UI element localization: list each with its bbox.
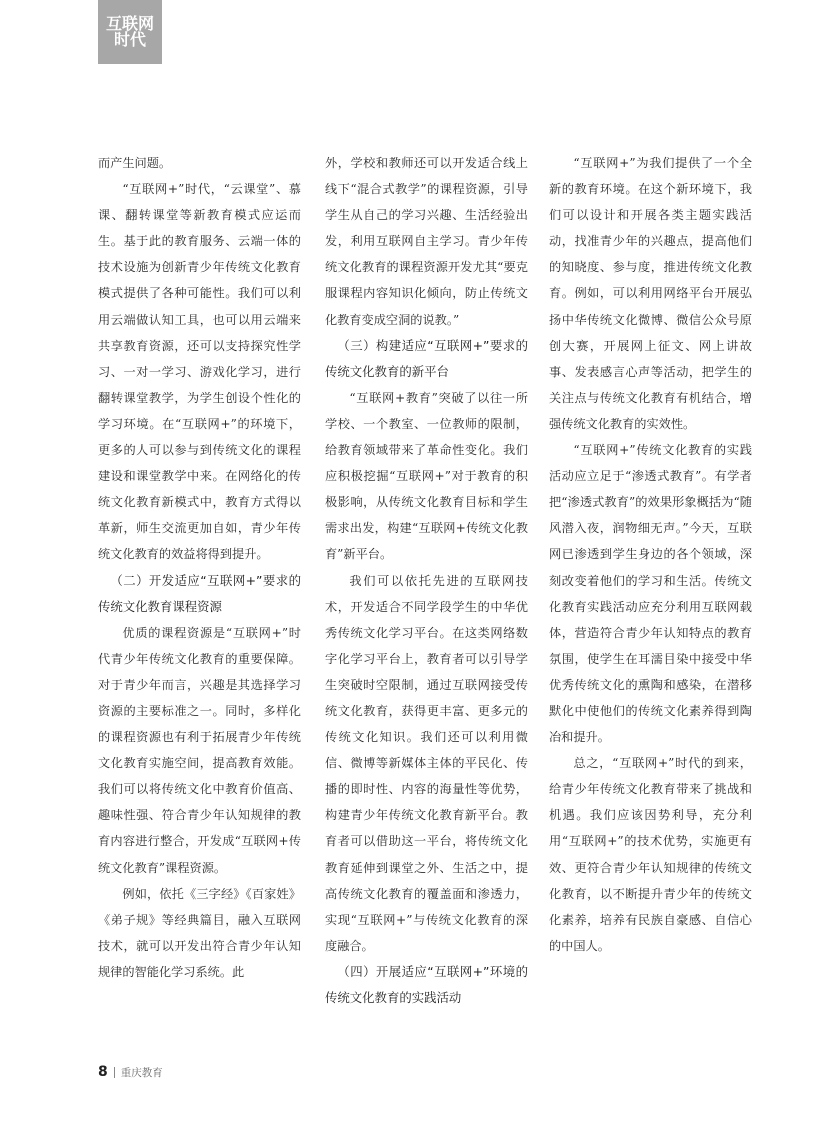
section-tag <box>98 0 162 64</box>
section-tag-line2: 时代 <box>113 30 146 49</box>
body-paragraph: 而产生问题。 <box>98 156 172 170</box>
journal-name: 重庆教育 <box>120 1066 163 1079</box>
body-paragraph: “互联网+”时代，“云课堂”、慕课、翻转课堂等新教育模式应运而生。基于此的教育服务、云端一体的技术设施为创新青少年传统文化教育模式提供了各种可能性。我们可以利用云端做认知工具，也可以用云端来共享教育资源，还可以支持探究性学习、一对一学习、游戏化学习，进行翻转课堂教学，为学生创设个性化的学习环境。在“互联网+”的环境下，更多的人可以参与到传统文化的课程建设和课堂教学中来。在网络化的传统文化教育新模式中，教育方式得以革新，师生交流更加自如，青少年传统文化教育的效益将得到提升。 <box>98 182 301 562</box>
section-heading: （二）开发适应“互联网+”要求的传统文化教育课程资源 <box>98 572 301 614</box>
text-column-3 <box>549 150 752 959</box>
body-paragraph: 优质的课程资源是“互联网+”时代青少年传统文化教育的重要保障。对于青少年而言，兴趣是其选择学习资源的主要标准之一。同时，多样化的课程资源也有利于拓展青少年传统文化教育实施空间，提高教育效能。我们可以将传统文化中教育价值高、趣味性强、符合青少年认知规律的教育内容进行整合，开发成“互联网+传统文化教育”课程资源。 <box>98 625 301 875</box>
section-tag-line1: 互联网 <box>105 14 154 33</box>
text-column-1 <box>98 150 301 985</box>
page-number: 8 <box>98 1064 108 1080</box>
page-footer <box>98 1064 163 1080</box>
body-paragraph: 外，学校和教师还可以开发适合线上线下“混合式教学”的课程资源，引导学生从自己的学习兴趣、生活经验出发，利用互联网自主学习。青少年传统文化教育的课程资源开发尤其“要克服课程内容知识化倾向，防止传统文化教育变成空洞的说教。” <box>325 156 528 327</box>
body-paragraph: 总之，“互联网+”时代的到来，给青少年传统文化教育带来了挑战和机遇。我们应该因势利导，充分利用“互联网+”的技术优势，实施更有效、更符合青少年认知规律的传统文化教育，以不断提升青少年的传统文化素养，培养有民族自豪感、自信心的中国人。 <box>549 756 752 953</box>
footer-divider <box>114 1067 115 1078</box>
body-paragraph: “互联网+教育”突破了以往一所学校、一个教室、一位教师的限制，给教育领域带来了革命性变化。我们应积极挖掘“互联网+”对于教育的积极影响，从传统文化教育目标和学生需求出发，构建“互联网+传统文化教育”新平台。 <box>325 390 528 562</box>
section-heading: （三）构建适应“互联网+”要求的传统文化教育的新平台 <box>325 337 528 379</box>
body-paragraph: “互联网+”传统文化教育的实践活动应立足于“渗透式教育”。有学者把“渗透式教育”的效果形象概括为“随风潜入夜，润物细无声。”今天，互联网已渗透到学生身边的各个领域，深刻改变着他们的学习和生活。传统文化教育实践活动应充分利用互联网载体，营造符合青少年认知特点的教育氛围，使学生在耳濡目染中接受中华优秀传统文化的熏陶和感染，在潜移默化中使他们的传统文化素养得到陶冶和提升。 <box>549 443 752 745</box>
text-column-2 <box>325 150 528 1011</box>
body-paragraph: “互联网+”为我们提供了一个全新的教育环境。在这个新环境下，我们可以设计和开展各类主题实践活动，找准青少年的兴趣点，提高他们的知晓度、参与度，推进传统文化教育。例如，可以利用网络平台开展弘扬中华传统文化微博、微信公众号原创大赛，开展网上征文、网上讲故事、发表感言心声等活动，把学生的关注点与传统文化教育有机结合，增强传统文化教育的实效性。 <box>549 156 752 431</box>
body-paragraph: 我们可以依托先进的互联网技术，开发适合不同学段学生的中华优秀传统文化学习平台。在这类网络数字化学习平台上，教育者可以引导学生突破时空限制，通过互联网接受传统文化教育，获得更丰富、更多元的传统文化知识。我们还可以利用微信、微博等新媒体主体的平民化、传播的即时性、内容的海量性等优势，构建青少年传统文化教育新平台。教育者可以借助这一平台，将传统文化教育延伸到课堂之外、生活之中，提高传统文化教育的覆盖面和渗透力，实现“互联网+”与传统文化教育的深度融合。 <box>325 573 528 953</box>
section-heading: （四）开展适应“互联网+”环境的传统文化教育的实践活动 <box>325 963 528 1005</box>
body-paragraph: 例如，依托《三字经》《百家姓》《弟子规》等经典篇目，融入互联网技术，就可以开发出符合青少年认知规律的智能化学习系统。此 <box>98 886 301 979</box>
